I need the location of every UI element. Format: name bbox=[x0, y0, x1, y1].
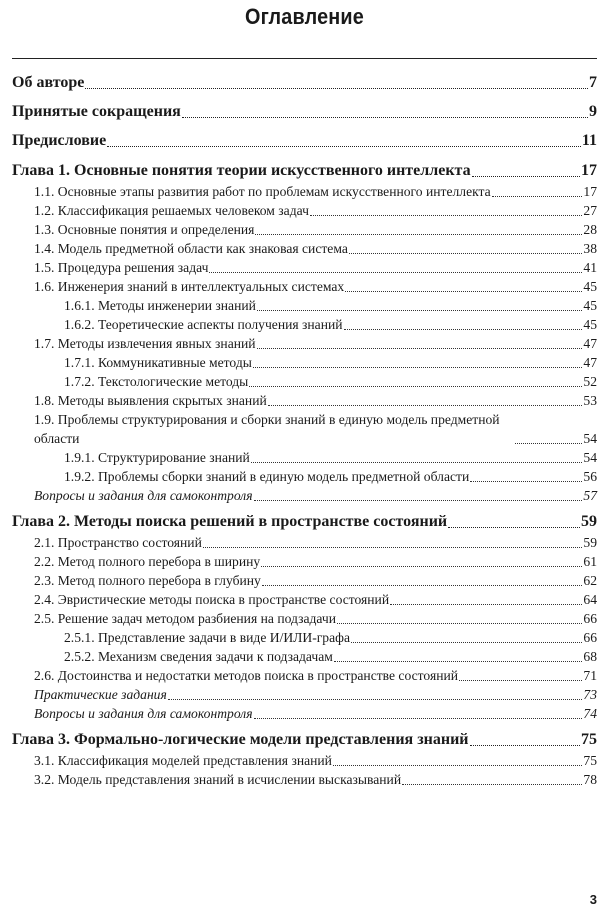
dot-leader bbox=[459, 680, 582, 681]
table-of-contents bbox=[12, 72, 597, 789]
toc-entry[interactable] bbox=[12, 571, 597, 590]
dot-leader bbox=[351, 642, 582, 643]
toc-entry-title: 2.4. Эвристические методы поиска в пространстве состояний bbox=[34, 592, 390, 607]
toc-entry-title: 2.5. Решение задач методом разбиения на подзадачи bbox=[34, 611, 337, 626]
dot-leader bbox=[268, 405, 583, 406]
toc-chapter[interactable] bbox=[12, 160, 597, 182]
toc-entry-title: 2.3. Метод полного перебора в глубину bbox=[34, 573, 261, 588]
toc-entry-page: 47 bbox=[583, 336, 597, 351]
toc-entry-title: Глава 2. Методы поиска решений в пространстве состояний bbox=[12, 513, 448, 530]
toc-entry[interactable] bbox=[12, 239, 597, 258]
dot-leader bbox=[334, 661, 583, 662]
toc-entry-title: 1.9.2. Проблемы сборки знаний в единую модель предметной области bbox=[64, 469, 470, 484]
toc-entry-page: 45 bbox=[583, 298, 597, 313]
toc-entry[interactable] bbox=[12, 486, 597, 505]
toc-entry[interactable] bbox=[12, 552, 597, 571]
toc-entry[interactable] bbox=[12, 315, 597, 334]
dot-leader bbox=[203, 547, 583, 548]
toc-entry[interactable] bbox=[12, 533, 597, 552]
toc-entry-page: 78 bbox=[583, 772, 597, 787]
toc-entry-page: 57 bbox=[583, 488, 597, 503]
dot-leader bbox=[107, 146, 581, 147]
dot-leader bbox=[470, 481, 582, 482]
dot-leader bbox=[257, 348, 583, 349]
toc-entry-page: 53 bbox=[583, 393, 597, 408]
dot-leader bbox=[470, 745, 580, 746]
toc-entry-title: Принятые сокращения bbox=[12, 103, 181, 120]
toc-entry-title: 2.2. Метод полного перебора в ширину bbox=[34, 554, 261, 569]
toc-entry[interactable] bbox=[12, 391, 597, 410]
toc-entry-page: 11 bbox=[581, 132, 597, 149]
toc-entry-page: 75 bbox=[581, 731, 597, 748]
toc-entry-title: Вопросы и задания для самоконтроля bbox=[34, 706, 253, 721]
toc-entry-page: 17 bbox=[583, 184, 597, 199]
dot-leader bbox=[254, 718, 583, 719]
toc-entry-title: 1.5. Процедура решения задач bbox=[34, 260, 209, 275]
toc-entry[interactable] bbox=[12, 277, 597, 296]
dot-leader bbox=[254, 500, 583, 501]
toc-entry[interactable] bbox=[12, 182, 597, 201]
page-number: 3 bbox=[589, 892, 597, 907]
toc-entry-title: 1.2. Классификация решаемых человеком задач bbox=[34, 203, 309, 218]
dot-leader bbox=[85, 88, 588, 89]
toc-entry[interactable] bbox=[12, 130, 597, 152]
toc-entry-page: 54 bbox=[583, 431, 597, 446]
toc-entry[interactable] bbox=[12, 101, 597, 123]
dot-leader bbox=[310, 215, 582, 216]
toc-entry-page: 66 bbox=[583, 630, 597, 645]
toc-entry[interactable] bbox=[12, 334, 597, 353]
toc-entry[interactable] bbox=[12, 72, 597, 94]
toc-entry[interactable] bbox=[12, 590, 597, 609]
toc-entry-title: Практические задания bbox=[34, 687, 167, 702]
toc-entry-page: 56 bbox=[583, 469, 597, 484]
toc-entry[interactable] bbox=[12, 628, 597, 647]
dot-leader bbox=[261, 566, 582, 567]
dot-leader bbox=[448, 527, 580, 528]
toc-entry-title: 3.2. Модель представления знаний в исчислении высказываний bbox=[34, 772, 402, 787]
toc-entry[interactable] bbox=[12, 220, 597, 239]
toc-entry-page: 59 bbox=[581, 513, 597, 530]
toc-entry[interactable] bbox=[12, 467, 597, 486]
toc-entry[interactable] bbox=[12, 666, 597, 685]
dot-leader bbox=[337, 623, 582, 624]
dot-leader bbox=[492, 196, 583, 197]
toc-entry-title: 2.5.2. Механизм сведения задачи к подзадачам bbox=[64, 649, 333, 664]
toc-entry[interactable] bbox=[12, 296, 597, 315]
toc-entry-page: 73 bbox=[583, 687, 597, 702]
toc-entry-page: 54 bbox=[583, 450, 597, 465]
toc-entry-title: 1.7. Методы извлечения явных знаний bbox=[34, 336, 256, 351]
dot-leader bbox=[349, 253, 583, 254]
toc-entry-title: 1.7.2. Текстологические методы bbox=[64, 374, 249, 389]
toc-entry[interactable] bbox=[12, 751, 597, 770]
toc-entry-page: 9 bbox=[589, 103, 597, 120]
dot-leader bbox=[262, 585, 583, 586]
dot-leader bbox=[253, 367, 583, 368]
toc-entry-title: 1.9. Проблемы структурирования и сборки знаний в единую модель предметной области bbox=[34, 412, 500, 446]
dot-leader bbox=[333, 765, 582, 766]
toc-entry-title: 1.3. Основные понятия и определения bbox=[34, 222, 255, 237]
toc-entry[interactable] bbox=[12, 410, 597, 448]
toc-entry-title: Об авторе bbox=[12, 74, 85, 91]
dot-leader bbox=[168, 699, 583, 700]
toc-entry-title: 1.9.1. Структурирование знаний bbox=[64, 450, 250, 465]
dot-leader bbox=[344, 329, 583, 330]
toc-entry-title: 1.6. Инженерия знаний в интеллектуальных системах bbox=[34, 279, 345, 294]
toc-entry-page: 64 bbox=[583, 592, 597, 607]
toc-entry[interactable] bbox=[12, 372, 597, 391]
toc-entry-page: 41 bbox=[583, 260, 597, 275]
toc-entry-page: 75 bbox=[583, 753, 597, 768]
page-title: Оглавление bbox=[245, 4, 364, 29]
toc-entry-title: 2.6. Достоинства и недостатки методов поиска в пространстве состояний bbox=[34, 668, 459, 683]
toc-entry[interactable] bbox=[12, 258, 597, 277]
dot-leader bbox=[515, 443, 582, 444]
toc-entry-title: 1.4. Модель предметной области как знаковая система bbox=[34, 241, 348, 256]
toc-entry-page: 7 bbox=[589, 74, 597, 91]
toc-entry-page: 59 bbox=[583, 535, 597, 550]
toc-entry-title: 1.1. Основные этапы развития работ по проблемам искусственного интеллекта bbox=[34, 184, 491, 199]
toc-entry-page: 61 bbox=[583, 554, 597, 569]
toc-chapter[interactable] bbox=[12, 511, 597, 533]
dot-leader bbox=[402, 784, 582, 785]
dot-leader bbox=[249, 386, 582, 387]
toc-entry[interactable] bbox=[12, 704, 597, 723]
toc-entry-title: Глава 1. Основные понятия теории искусственного интеллекта bbox=[12, 162, 471, 179]
toc-entry-page: 27 bbox=[583, 203, 597, 218]
toc-entry-page: 52 bbox=[583, 374, 597, 389]
dot-leader bbox=[390, 604, 582, 605]
toc-entry[interactable] bbox=[12, 647, 597, 666]
toc-entry-page: 47 bbox=[583, 355, 597, 370]
title-rule bbox=[12, 58, 597, 59]
toc-entry-page: 17 bbox=[581, 162, 597, 179]
toc-entry-title: Предисловие bbox=[12, 132, 107, 149]
toc-entry-title: 3.1. Классификация моделей представления знаний bbox=[34, 753, 332, 768]
toc-entry-page: 38 bbox=[583, 241, 597, 256]
toc-entry-page: 45 bbox=[583, 317, 597, 332]
dot-leader bbox=[182, 117, 588, 118]
toc-entry-page: 62 bbox=[583, 573, 597, 588]
toc-entry[interactable] bbox=[12, 201, 597, 220]
toc-entry-title: 1.6.1. Методы инженерии знаний bbox=[64, 298, 256, 313]
toc-entry-page: 28 bbox=[583, 222, 597, 237]
toc-entry-title: 1.8. Методы выявления скрытых знаний bbox=[34, 393, 267, 408]
toc-chapter[interactable] bbox=[12, 729, 597, 751]
toc-entry-title: 1.6.2. Теоретические аспекты получения знаний bbox=[64, 317, 343, 332]
dot-leader bbox=[472, 176, 580, 177]
dot-leader bbox=[255, 234, 582, 235]
toc-entry-title: Глава 3. Формально-логические модели представления знаний bbox=[12, 731, 469, 748]
toc-entry[interactable] bbox=[12, 353, 597, 372]
toc-entry-title: 2.1. Пространство состояний bbox=[34, 535, 202, 550]
toc-entry[interactable] bbox=[12, 770, 597, 789]
toc-entry-page: 68 bbox=[583, 649, 597, 664]
toc-entry-title: 1.7.1. Коммуникативные методы bbox=[64, 355, 252, 370]
dot-leader bbox=[345, 291, 582, 292]
toc-entry[interactable] bbox=[12, 448, 597, 467]
dot-leader bbox=[251, 462, 583, 463]
dot-leader bbox=[257, 310, 583, 311]
toc-entry-title: 2.5.1. Представление задачи в виде И/ИЛИ-графа bbox=[64, 630, 350, 645]
dot-leader bbox=[209, 272, 582, 273]
toc-entry-page: 74 bbox=[583, 706, 597, 721]
toc-entry[interactable] bbox=[12, 685, 597, 704]
toc-entry-page: 45 bbox=[583, 279, 597, 294]
toc-entry-page: 71 bbox=[583, 668, 597, 683]
toc-entry-page: 66 bbox=[583, 611, 597, 626]
toc-entry-title: Вопросы и задания для самоконтроля bbox=[34, 488, 253, 503]
toc-entry[interactable] bbox=[12, 609, 597, 628]
